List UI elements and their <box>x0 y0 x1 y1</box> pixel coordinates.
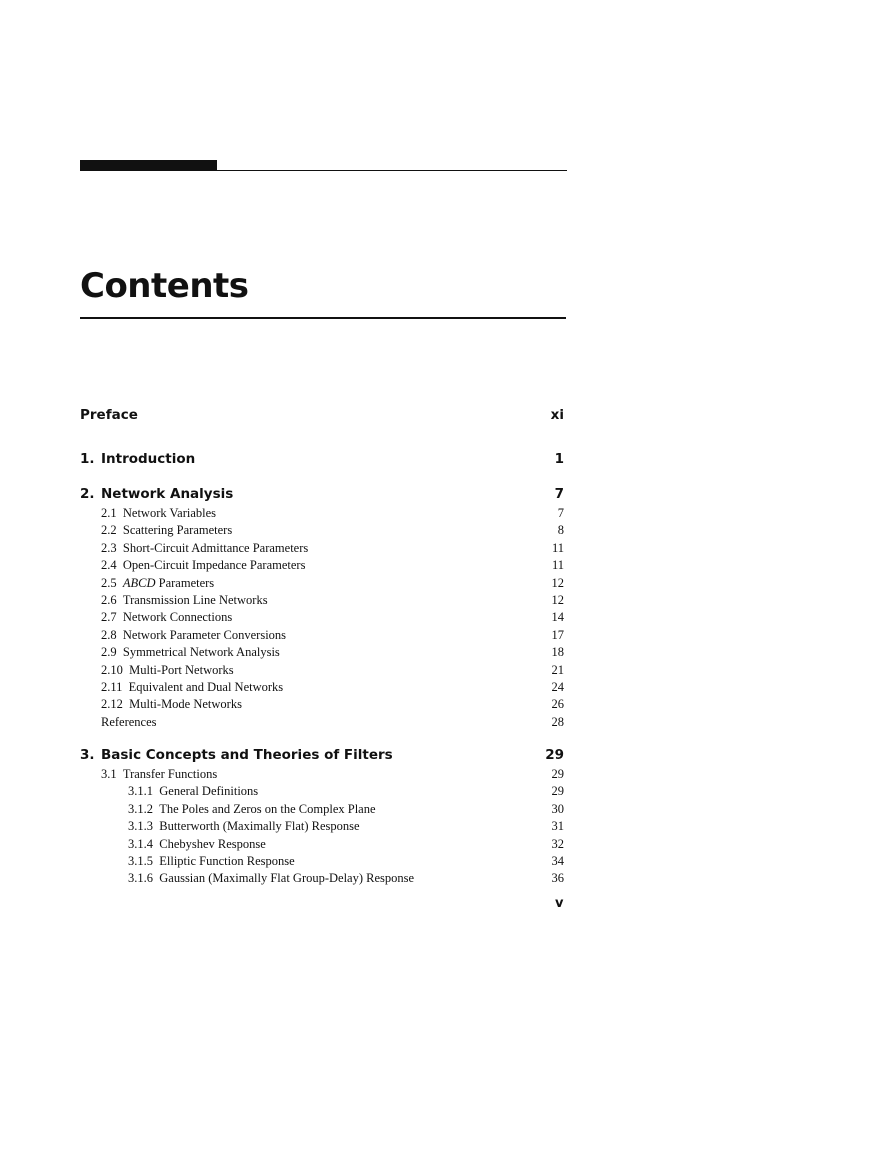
toc-section[interactable] <box>80 522 564 539</box>
toc-chapter-label <box>80 449 195 470</box>
toc-entry-label <box>128 783 258 800</box>
toc-entry-title: The Poles and Zeros on the Complex Plane <box>159 801 376 816</box>
toc-entry-title: References <box>101 714 157 729</box>
toc-section[interactable] <box>80 575 564 592</box>
toc-entry-label <box>101 522 232 539</box>
toc-entry-number: 3.1.2 <box>128 801 153 816</box>
toc-chapter-title: Network Analysis <box>101 486 234 502</box>
toc-entry-title: Symmetrical Network Analysis <box>122 645 280 660</box>
toc-entry-title: Multi-Port Networks <box>129 662 234 677</box>
page-folio: v <box>555 896 564 911</box>
page-title: Contents <box>80 266 249 306</box>
toc-entry-title: Network Variables <box>122 506 217 520</box>
toc-entry-title: Transfer Functions <box>122 767 218 782</box>
toc-section[interactable] <box>80 557 564 574</box>
toc-entry-page: 12 <box>551 592 564 607</box>
toc-entry-number: 3.1.4 <box>128 836 153 851</box>
toc-chapter[interactable] <box>80 745 564 766</box>
toc-entry-page: 24 <box>551 679 564 694</box>
toc-subsection[interactable] <box>80 853 564 870</box>
toc-entry-label <box>101 540 308 557</box>
toc-entry-label <box>128 853 295 870</box>
toc-entry-page: 29 <box>551 767 564 782</box>
toc-section[interactable] <box>80 679 564 696</box>
toc-entry-title: Open-Circuit Impedance Parameters <box>122 558 306 573</box>
toc-chapter-number: 1. <box>80 451 95 467</box>
toc-section[interactable] <box>80 505 564 522</box>
toc-entry-label <box>101 575 214 592</box>
toc-preface[interactable] <box>80 405 564 426</box>
toc-chapter-title: Introduction <box>101 451 196 467</box>
title-rule <box>80 317 566 319</box>
toc-entry-page: 18 <box>551 645 564 660</box>
toc-entry-label <box>101 714 157 731</box>
toc-entry-number: 2.6 <box>101 592 117 607</box>
toc-section[interactable] <box>80 592 564 609</box>
toc-entry-number: 2.3 <box>101 540 117 555</box>
toc-chapters <box>80 449 564 888</box>
toc-entry-number: 2.1 <box>101 506 117 520</box>
toc-entry-page: 7 <box>557 506 564 520</box>
toc-chapter[interactable] <box>80 449 564 470</box>
header-thin-rule <box>217 170 567 171</box>
toc-entry-label <box>101 644 280 661</box>
toc-entry-page: 11 <box>551 540 564 555</box>
toc-entry-number: 2.8 <box>101 627 117 642</box>
toc-entry-number: 2.12 <box>101 697 123 712</box>
toc-section[interactable] <box>80 540 564 557</box>
toc-entry-label <box>101 679 283 696</box>
toc-section[interactable] <box>80 609 564 626</box>
toc-entry-title: Elliptic Function Response <box>159 854 295 869</box>
toc-entry-page: 26 <box>551 697 564 712</box>
toc-subsection[interactable] <box>80 870 564 887</box>
toc-chapter-label <box>80 745 393 766</box>
toc-subsection[interactable] <box>80 836 564 853</box>
toc-entry-label <box>128 870 414 887</box>
toc-entry-title: Network Connections <box>122 610 233 625</box>
toc-entry-title: General Definitions <box>159 784 259 799</box>
toc-preface-page: xi <box>550 407 564 423</box>
toc-entry-page: 29 <box>551 784 564 799</box>
toc-entry-title: Butterworth (Maximally Flat) Response <box>159 819 360 834</box>
toc-chapter-page: 29 <box>545 747 564 764</box>
toc-entry-page: 14 <box>551 610 564 625</box>
toc-entry-label <box>128 818 360 835</box>
toc-chapter-label <box>80 484 233 505</box>
table-of-contents <box>80 405 564 888</box>
toc-entry-page: 31 <box>551 819 564 834</box>
toc-entry-page: 21 <box>551 662 564 677</box>
toc-chapter[interactable] <box>80 484 564 505</box>
toc-entry-label <box>101 505 216 522</box>
toc-entry-label <box>101 627 286 644</box>
toc-entry-label <box>128 836 266 853</box>
toc-section[interactable] <box>80 714 564 731</box>
toc-entry-title: Multi-Mode Networks <box>129 697 242 712</box>
toc-section[interactable] <box>80 696 564 713</box>
toc-entry-title: Gaussian (Maximally Flat Group-Delay) Response <box>159 871 415 886</box>
toc-chapter-page: 7 <box>554 486 564 502</box>
toc-entry-title: Equivalent and Dual Networks <box>128 679 284 694</box>
toc-entry-label <box>101 662 234 679</box>
toc-entry-title: Short-Circuit Admittance Parameters <box>122 540 309 555</box>
toc-subsection[interactable] <box>80 818 564 835</box>
toc-section[interactable] <box>80 766 564 783</box>
toc-chapter-title: Basic Concepts and Theories of Filters <box>101 747 393 764</box>
toc-entry-number: 2.11 <box>101 679 123 694</box>
toc-entry-number: 3.1.6 <box>128 871 153 886</box>
toc-entry-number: 2.4 <box>101 558 117 573</box>
toc-entry-page: 34 <box>551 854 564 869</box>
toc-entry-number: 3.1.5 <box>128 854 153 869</box>
toc-entry-title-italic: ABCD <box>122 575 156 590</box>
toc-entry-label <box>101 592 268 609</box>
toc-entry-page: 28 <box>551 714 564 729</box>
toc-entry-label <box>101 557 305 574</box>
toc-entry-label <box>101 766 217 783</box>
toc-entry-title: Chebyshev Response <box>159 836 266 851</box>
toc-entry-title: Parameters <box>155 575 215 590</box>
toc-entry-page: 36 <box>551 871 564 886</box>
toc-entry-page: 8 <box>557 523 564 538</box>
header-thick-rule <box>80 160 217 171</box>
toc-entry-number: 2.10 <box>101 662 123 677</box>
toc-entry-title: Transmission Line Networks <box>122 592 268 607</box>
toc-entry-title: Scattering Parameters <box>122 523 233 538</box>
toc-entry-page: 17 <box>551 627 564 642</box>
toc-entry-number: 3.1 <box>101 767 117 782</box>
toc-section[interactable] <box>80 644 564 661</box>
toc-section[interactable] <box>80 662 564 679</box>
toc-subsection[interactable] <box>80 801 564 818</box>
toc-section[interactable] <box>80 627 564 644</box>
toc-chapter-number: 2. <box>80 486 95 502</box>
toc-entry-label <box>101 696 242 713</box>
toc-entry-number: 3.1.1 <box>128 784 153 799</box>
toc-entry-label <box>128 801 376 818</box>
toc-entry-number: 2.7 <box>101 610 117 625</box>
toc-entry-label <box>101 609 232 626</box>
toc-entry-number: 2.9 <box>101 645 117 660</box>
toc-preface-label: Preface <box>80 407 138 423</box>
toc-entry-page: 30 <box>551 801 564 816</box>
toc-entry-number: 2.2 <box>101 523 117 538</box>
toc-chapter-number: 3. <box>80 747 95 764</box>
toc-entry-number: 2.5 <box>101 575 117 590</box>
toc-chapter-page: 1 <box>554 451 564 467</box>
toc-entry-title: Network Parameter Conversions <box>122 627 287 642</box>
toc-entry-number: 3.1.3 <box>128 819 153 834</box>
toc-entry-page: 11 <box>551 558 564 573</box>
toc-subsection[interactable] <box>80 783 564 800</box>
toc-entry-page: 32 <box>551 836 564 851</box>
toc-entry-page: 12 <box>551 575 564 590</box>
